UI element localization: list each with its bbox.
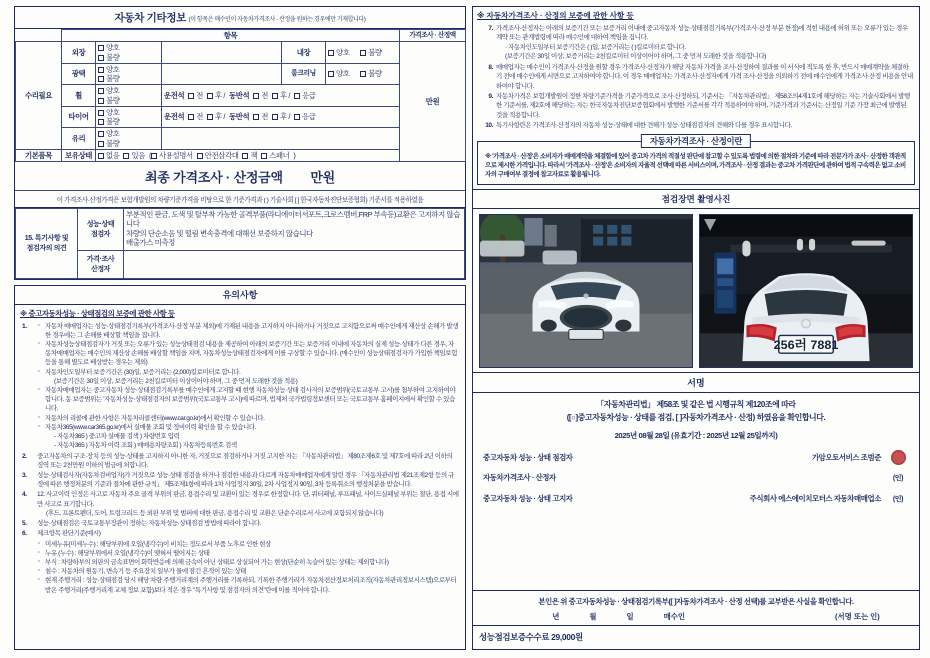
other-info-title: [15, 7, 465, 29]
row-label-tire: 타이어: [62, 106, 96, 128]
checkbox-icon: [98, 67, 104, 73]
signature-label: 중고자동차 성능 · 상태 고지자: [483, 494, 573, 504]
cell-polish-extra: [162, 63, 282, 85]
checkbox-icon: [148, 150, 157, 160]
checkbox-glass-bad[interactable]: 불량: [98, 139, 119, 148]
item-number: 9.: [488, 92, 493, 100]
notice-bullet: [37, 423, 459, 451]
special-notes-table: [15, 208, 465, 279]
buyer-confirm-box: [473, 590, 919, 625]
checkbox-icon: [261, 153, 267, 159]
item-text: 매매업자는 매수인이 가격조사·산정을 원할 경우 가격조사·산정자가 해당 자동차 가격을 조사·산정하여 결과를 이 서식에 적도록 한 후, 반드시 매매계약을 체결하기 전에 매수인에게 서면으로 고지하여야 합니다. 이 경우 매매업자는 가격조사·산정자에게 가격 조사·산정을 의뢰하기 전에 매수인에게 가격조사·산정 비용을 안내하여야 합니다.: [496, 63, 913, 90]
table-row: [16, 149, 466, 161]
photo-rear-art: [700, 215, 912, 367]
paren-close: ): [293, 150, 296, 160]
checkbox-icon: [98, 119, 104, 125]
item-dash: · 자동차인도일부터 보증기간은 ( )일, 보증거리는 ( )킬로미터로 합니다.: [505, 43, 686, 51]
row-label-holding-state: 보유상태: [62, 149, 96, 161]
price-unit-cell: 만원: [400, 42, 466, 162]
notice-item-2: 중고자동차의 구조·장치 등의 성능·상태를 고지하지 아니한 자, 거짓으로 점검하거나 거짓 고지한 자는 「자동차관리법」 제80조제6호 및 제7호에 따라 2년 이하의 징역 또는 2천만원 이하의 벌금에 처합니다.: [37, 452, 453, 469]
price-basis-text: 이 가격조사·산정가격은 보험개발원의 차량기준가격을 비탕으로 한 기준가격과 ( ) 기술사회 [ ] 한국자동차진단보증협회) 기준서를 적용하였음: [15, 191, 465, 208]
field-year: 년: [552, 612, 560, 621]
appraisal-body: [473, 23, 919, 136]
notice-item-5: 성능·상태점검은 국토교통부장관이 정하는 자동차성능·상태점검 방법에 따라야 합니다.: [37, 520, 262, 528]
checkbox-wheel-bad[interactable]: 불량: [98, 96, 119, 105]
table-row: [16, 106, 466, 128]
appraisal-item-10: [478, 121, 913, 130]
table-row: [16, 85, 466, 107]
checkbox-icon: [98, 141, 104, 147]
notice-item-3: 성능·상태검사자(자동차검비업자)가 거짓으로 성능·상태 점검을 하거나 점검한 내용과 다르게 자동차매매업자에게 알린 경우 「자동차관리법 제21조제2항 등의 규정에 따른 행정처분의 기준과 절차에 관한 규칙」 제5조제1항에 따라 1차 사업정지 30일, 2차 사업정지 90일, 3차 등록취소의 행정처분을 받습니다.: [37, 472, 455, 489]
checkbox-icon: [294, 114, 300, 120]
final-amount-label: 최종 가격조사 · 산정금액: [144, 170, 283, 185]
appraiser-label: 가격·조사 산정자: [78, 251, 124, 279]
special-notes-label: 15. 특기사항 및 점검자의 의견: [16, 209, 78, 279]
seal-placeholder: (인): [892, 474, 904, 482]
buyer-confirm-text: 본인은 위 중고자동차성능 · 상태점검기록부([ ]자동차가격조사 · 산정 선택)를 교부받은 사실을 확인합니다.: [538, 597, 854, 606]
notice-bullet: · 자동차매매업자는 중고자동차 성능·상태점검기록부를 매수인에게 고지할 때 현행 자동차성능·상태 검사자의 보증범위(국토교통부 고시)를 첨부하여 고지하여야 합니다. 동 보증범위는 '자동차성능·상태점검자의 보증범위'(국토교통부 고시)에 따르며, 법제처 국가법령정보센터 또는 국토교통부 홈페이지에서 확인할 수 있습니다.: [37, 386, 459, 414]
table-header-row: [16, 30, 466, 42]
notice-item-6: [20, 529, 459, 595]
checkbox-roomcleaning-good[interactable]: 양호: [328, 69, 349, 78]
checkbox-tire-spare[interactable]: 응급: [294, 112, 315, 121]
notice-bullet: · 자동차의 리콜에 관한 사항은 자동차리콜센터(www.car.go.kr)에서 확인할 수 있습니다.: [37, 414, 459, 423]
checkbox-tire-rear-d[interactable]: 후 /: [207, 112, 225, 121]
label-driver-seat: 운전석: [164, 90, 185, 100]
notice-bullet: · 누유 (누수) : 해당부위에서 오일(냉각수)이 맺혀서 떨어지는 상태: [37, 549, 459, 558]
signature-body: [473, 393, 919, 515]
table-row: [16, 42, 466, 64]
appraisal-item-8: [478, 63, 913, 91]
notices-section-title: ※ 중고자동차성능 · 상태점검의 보증에 관한 사항 등: [20, 309, 175, 318]
cell-interior-opts: [326, 42, 400, 64]
signature-value: 가암오토서비스 조범준: [811, 453, 881, 463]
notice-bullet: [37, 368, 459, 386]
label-driver-seat: 운전석: [164, 112, 185, 122]
checkbox-icon: [98, 153, 104, 159]
checkbox-icon: [272, 93, 278, 99]
table-row: [16, 128, 466, 150]
notice-bullet: · 자동차성능상태점검자가 거짓 또는 오류가 있는 성능상태점검 내용을 제공하여 아래의 보증기간 또는 보증거리 이내에 자동차의 실제 성능·상태가 다른 경우, 자동차매매업자는 매수인의 재산상 손해를 배상할 책임을 지며, 자동차성능상태점검자에게 이를 구상할 수 있습니다. (매수인이 성능상태점검자가 가입한 책임보험 등을 통해 별도로 배상받는 경우는 제외): [37, 340, 459, 368]
notices-spacer: [15, 600, 465, 649]
notice-bullet: · 부식 : 차량하부의 외판의 금속표면이 화학반응에 의해 금속이 아닌 상태로 상실되어 가는 현상(단순히 녹슬어 있는 상태는 제외합니다): [37, 558, 459, 567]
cell-wheel-opts: [96, 85, 162, 107]
checkbox-wheel-spare[interactable]: 응급: [294, 91, 315, 100]
checkbox-icon: [207, 114, 213, 120]
row-label-interior: 내장: [282, 42, 326, 64]
notice-1-bullets: [37, 322, 459, 451]
cell-glass-opts: [96, 128, 162, 150]
checkbox-icon: [188, 114, 194, 120]
cell-exterior-extra: [162, 42, 282, 64]
appraisal-callout: [477, 135, 915, 186]
inspector-notes: [124, 209, 465, 251]
signature-label: 중고자동차 성능 · 상태 점검자: [483, 453, 573, 463]
checkbox-polish-good[interactable]: 양호: [98, 65, 119, 74]
appraisal-list: [478, 24, 913, 131]
signature-header: 서명: [473, 372, 919, 393]
appraiser-notes: [124, 251, 465, 279]
checkbox-icon: [328, 71, 334, 77]
notices-section: [14, 285, 466, 650]
notice-item-4: [20, 490, 459, 518]
notice-item-6-text: 체크항목 판단기준(예시): [37, 530, 101, 538]
checkbox-icon: [253, 114, 259, 120]
other-info-title-note: (이 항목은 매수인이 자동차가격조사 · 산정을 원하는 경우에만 기재합니다): [188, 17, 366, 23]
notice-subdash: - 자동차365 ) 자동차 이력 조회 ) 매매용차량조회 ) 자동차등록번호 검색: [54, 442, 237, 450]
checkbox-icon: [98, 98, 104, 104]
checkbox-icon: [98, 88, 104, 94]
row-label-wheel: 휠: [62, 85, 96, 107]
field-signature-note: (서명 또는 인): [835, 612, 880, 621]
item-text: 자동차가격은 보험개발원이 정한 차량기준가격을 기준가격으로 조사·산정하되, 기준서는 「자동차관리법」 제58조의4제1호에 해당하는 자는 기술사회에서 발행한 기준서를, 제2호에 해당하는 자는 한국자동차진단보증협회에서 발행한 기준서를 각각 적용하여야 하며, 기준가격과 기준서는 산정일 기준 가장 최근에 발행된 것을 적용합니다.: [496, 92, 910, 119]
cell-roomcleaning-opts: [326, 63, 400, 85]
signature-law-line2: ([○]중고자동차성능 · 상태를 점검, [ ]자동차가격조사 · 산정) 하였음을 확인합니다.: [566, 413, 826, 423]
cell-basic-items: [96, 149, 400, 161]
checkbox-icon: [197, 153, 203, 159]
checkbox-jack[interactable]: 잭: [242, 151, 257, 160]
photo-gallery: [473, 209, 919, 372]
cell-exterior-opts: [96, 42, 162, 64]
paren-open: (: [148, 150, 152, 160]
row-label-glass: 유리: [62, 128, 96, 150]
checkbox-wheel-rear-p[interactable]: 후 /: [272, 91, 290, 100]
checkbox-icon: [123, 153, 129, 159]
photo-front-view[interactable]: [479, 214, 693, 368]
table-row: [16, 209, 465, 251]
checkbox-icon: [272, 114, 278, 120]
seal-placeholder: (인): [892, 495, 904, 503]
item-text: 특기사항란은 가격조사·산정자의 자동차 성능·상태에 대한 견해가 성능·상태점검자의 견해와 다를 경우 표시합니다.: [496, 122, 792, 130]
checkbox-icon: [242, 153, 248, 159]
inspector-note-line: 배출가스 미측정: [126, 237, 175, 247]
notice-item-4-text: 12. 사고이력 인정은 사고로 자동차 주요 골격 부위의 판금, 용접수리 및 교환이 있는 경우로 한정합니다. 단, 쿼터패널, 루프패널, 사이드실패널 부위는 절단, 용접 시에만 사고로 표기합니다.: [37, 491, 459, 508]
checkbox-icon: [98, 55, 104, 61]
notices-body: [15, 305, 465, 600]
checkbox-icon: [98, 76, 104, 82]
callout-body: ※ '가격조사 · 산정'은 소비자가 매매계약을 체결함에 있어 중고차 가격의 적절성 판단에 참고할 수 있도록 법령에 의한 절차와 기준에 따라 전문가가 조사 · 산정한 객관적으로 제시한 가격입니다. 따라서 '가격조사 · 산정'은 소비자의 자율적 선택에 따른 서비스이며, 가격조사 · 산정 결과는 중고차 가격판단에 관하여 법적 구속력은 없고 소비자의 구매여부 결정에 참고자료로 활용됩니다.: [477, 141, 915, 186]
label-passenger-seat: 동반석: [229, 112, 250, 122]
notice-subdash: - 자동차365 ) 중고차 실매물 검색 ) 차량번호 입력: [54, 433, 180, 441]
checkbox-icon: [98, 131, 104, 137]
checkbox-wheel-rear-d[interactable]: 후 /: [207, 91, 225, 100]
appraisal-item-7: [478, 24, 913, 62]
row-label-exterior: 외장: [62, 42, 96, 64]
notice-bullet-text: 자동차인도일부터 보증기간은 (30)일, 보증거리는 (2,000)킬로미터로 합니다.: [45, 368, 241, 376]
photo-front-art: [480, 215, 692, 367]
seal-stamp-icon: [887, 450, 909, 465]
row-label-roomcleaning: 룸크리닝: [282, 63, 326, 85]
checkbox-tire-good[interactable]: 양호: [98, 108, 119, 117]
col-header-price: 가격조사 · 산정액: [400, 30, 466, 42]
cell-tire-opts: [96, 106, 162, 128]
checkbox-roomcleaning-bad[interactable]: 불량: [360, 69, 381, 78]
notice-bullet-paren: (보증기간은 30일 이상, 보증거리는 2천킬로미터 이상이어야 하며, 그 중 먼저 도래한 것을 적용): [54, 377, 298, 385]
checkbox-icon: [98, 110, 104, 116]
appraisal-section-title: ※ 자동차가격조사 · 산정의 보증에 관한 사항 등: [477, 11, 634, 20]
signature-row-inspector: [483, 450, 909, 465]
field-day: 일: [626, 612, 634, 621]
appraisal-item-9: [478, 92, 913, 120]
field-month: 월: [589, 612, 597, 621]
checkbox-triangle[interactable]: 안전삼각대: [197, 151, 239, 160]
callout-title: 자동차가격조사 · 산정이란: [641, 134, 751, 148]
license-plate-text: 256러 7881: [773, 338, 839, 353]
checkbox-icon: [294, 93, 300, 99]
notice-item-4-paren: (후드, 프론트펜더, 도어, 트렁크리드 등 외판 부위 및 범퍼에 대한 판금, 용접수리 및 교환은 단순수리로서 사고에 포함되지 않습니다): [46, 509, 384, 517]
notices-header: 유의사항: [15, 286, 465, 305]
checkbox-icon: [207, 93, 213, 99]
checkbox-interior-good[interactable]: 양호: [328, 48, 349, 57]
checkbox-tire-front-p[interactable]: 전: [253, 112, 268, 121]
cell-polish-opts: [96, 63, 162, 85]
inspector-note-line: 차량의 단순소음 및 떨림 변속충격에 대해선 보증하지 않습니다: [126, 228, 313, 238]
item-number: 10.: [485, 122, 493, 130]
red-seal-icon: [891, 450, 906, 465]
signature-value: 주식회사 에스에이치모터스 자동차매매업소: [749, 494, 881, 504]
notice-item-1: [20, 322, 459, 451]
checkbox-icon: [360, 71, 366, 77]
checkbox-spanner[interactable]: 스패너: [261, 151, 289, 160]
checkbox-wheel-front-d[interactable]: 전: [188, 91, 203, 100]
other-info-grid: [15, 29, 466, 162]
label-passenger-seat: 동반석: [229, 90, 250, 100]
checkbox-wheel-good[interactable]: 양호: [98, 86, 119, 95]
notice-bullet: · 미세누유(미세누수) : 해당부위에 오일(냉각수)이 비치는 정도로서 부품 노후로 인한 현상: [37, 540, 459, 549]
checkbox-glass-good[interactable]: 양호: [98, 129, 119, 138]
other-info-title-text: 자동차 기타정보: [114, 12, 187, 24]
checkbox-holding-none[interactable]: 없음: [98, 151, 119, 160]
inspector-label: 성능·상태 점검자: [78, 209, 124, 251]
other-info-table: [14, 6, 466, 280]
checkbox-manual[interactable]: 사용설명서: [151, 151, 193, 160]
checkbox-icon: [360, 50, 366, 56]
checkbox-holding-have[interactable]: 있음: [123, 151, 144, 160]
item-dash: (보증기간은 30일 이상, 보증거리는 2천킬로미터 이상이어야 하며, 그 중 먼저 도래한 것을 적용합니다): [505, 53, 766, 61]
notices-list: [20, 322, 459, 595]
checkbox-tire-rear-p[interactable]: 후 /: [272, 112, 290, 121]
fee-text: 성능점검보증수수료 29,000원: [479, 632, 583, 642]
item-text: 가격조사·산정자는 아래의 보증기간 또는 보증거리 이내에 중고자동차 성능·상태점검기록부(가격조사·산정 부분 한정)에 적힌 내용에 허위 또는 오류가 있는 경우 계약 또는 관계법령에 따라 매수인에 대하여 책임을 집니다.: [496, 25, 908, 42]
row-group-basic: 기본품목: [16, 149, 62, 161]
checkbox-icon: [328, 50, 334, 56]
fee-box: [473, 625, 919, 649]
notice-6-bullets: [37, 540, 459, 595]
table-row: [16, 251, 465, 279]
right-column: [472, 6, 920, 650]
cell-glass-extra: [162, 128, 400, 150]
checkbox-icon: [253, 93, 259, 99]
col-header-item: 항목: [62, 30, 400, 42]
signature-label: 자동차가격조사 · 산정자: [483, 473, 556, 483]
checkbox-interior-bad[interactable]: 불량: [360, 48, 381, 57]
signature-row-notifier: [483, 493, 909, 504]
field-buyer: 매수인: [663, 612, 686, 621]
item-number: 8.: [488, 63, 493, 71]
right-spacer: [473, 515, 919, 590]
item-number: 7.: [488, 25, 493, 32]
checkbox-polish-bad[interactable]: 불량: [98, 74, 119, 83]
table-row: [16, 63, 466, 85]
cell-wheel-positions: [162, 85, 400, 107]
notice-bullet: · 침수 : 자동차의 원동기, 변속기 등 주요장치 일부가 물에 잠긴 흔적이 있는 상태: [37, 567, 459, 576]
checkbox-icon: [98, 45, 104, 51]
inspector-note-line: 부분적인 판금, 도색 및 탈부착 가능한 골격부품(라디에이터서포트,크로스멤버,FRP 부속등)교환은 고지하지 않습니다: [126, 210, 460, 229]
final-amount-unit: 만원: [310, 170, 336, 185]
row-label-polish: 광택: [62, 63, 96, 85]
photo-rear-view[interactable]: [699, 214, 913, 368]
checkbox-wheel-front-p[interactable]: 전: [253, 91, 268, 100]
checkbox-tire-front-d[interactable]: 전: [188, 112, 203, 121]
final-amount-row: [15, 162, 465, 191]
notice-bullet: · 자동차 매매업자는 성능·상태점검기록부(가격조사·산정 부분 제외)에 기재된 내용을 고지하지 아니하거나 거짓으로 고지함으로써 매수인에게 재산상 손해가 발생한 경우에는 그 손해를 배상할 책임을 집니다.: [37, 322, 459, 340]
buyer-confirm-fields: [481, 611, 911, 622]
notice-bullet-text: 자동차365(www.car365.go.kr)에서 실매물 조회 및 정비이력 확인을 할 수 있습니다.: [45, 423, 257, 431]
signature-row-appraiser: [483, 472, 909, 483]
notice-bullet: · 현재 주행거리 : 성능·상태점검 당시 해당 차량 주행거리계의 주행거리를 기록하되, 기록한 주행거리가 자동차전산정보처리조직(자동차관리정보시스템)으로부터 받은 주행거리(주행거리계 교체 정보 포함)보다 적은 경우 "특기사항 및 점검자의 의견"란에 이를 적어야 합니다.: [37, 576, 459, 594]
signature-law-line1: 「자동차관리법」 제58조 및 같은 법 시행규칙 제120조에 따라: [596, 400, 796, 410]
cell-tire-positions: [162, 106, 400, 128]
left-column: [14, 6, 466, 650]
checkbox-icon: [188, 93, 194, 99]
checkbox-exterior-good[interactable]: 양호: [98, 43, 119, 52]
checkbox-tire-bad[interactable]: 불량: [98, 117, 119, 126]
checkbox-exterior-bad[interactable]: 불량: [98, 53, 119, 62]
row-group-repair: 수리필요: [16, 42, 62, 150]
photo-section-header: 점검장면 촬영사진: [473, 189, 919, 209]
signature-date: 2025년 08월 28일 (유효기간 : 2025년 12월 25일까지): [614, 431, 778, 441]
